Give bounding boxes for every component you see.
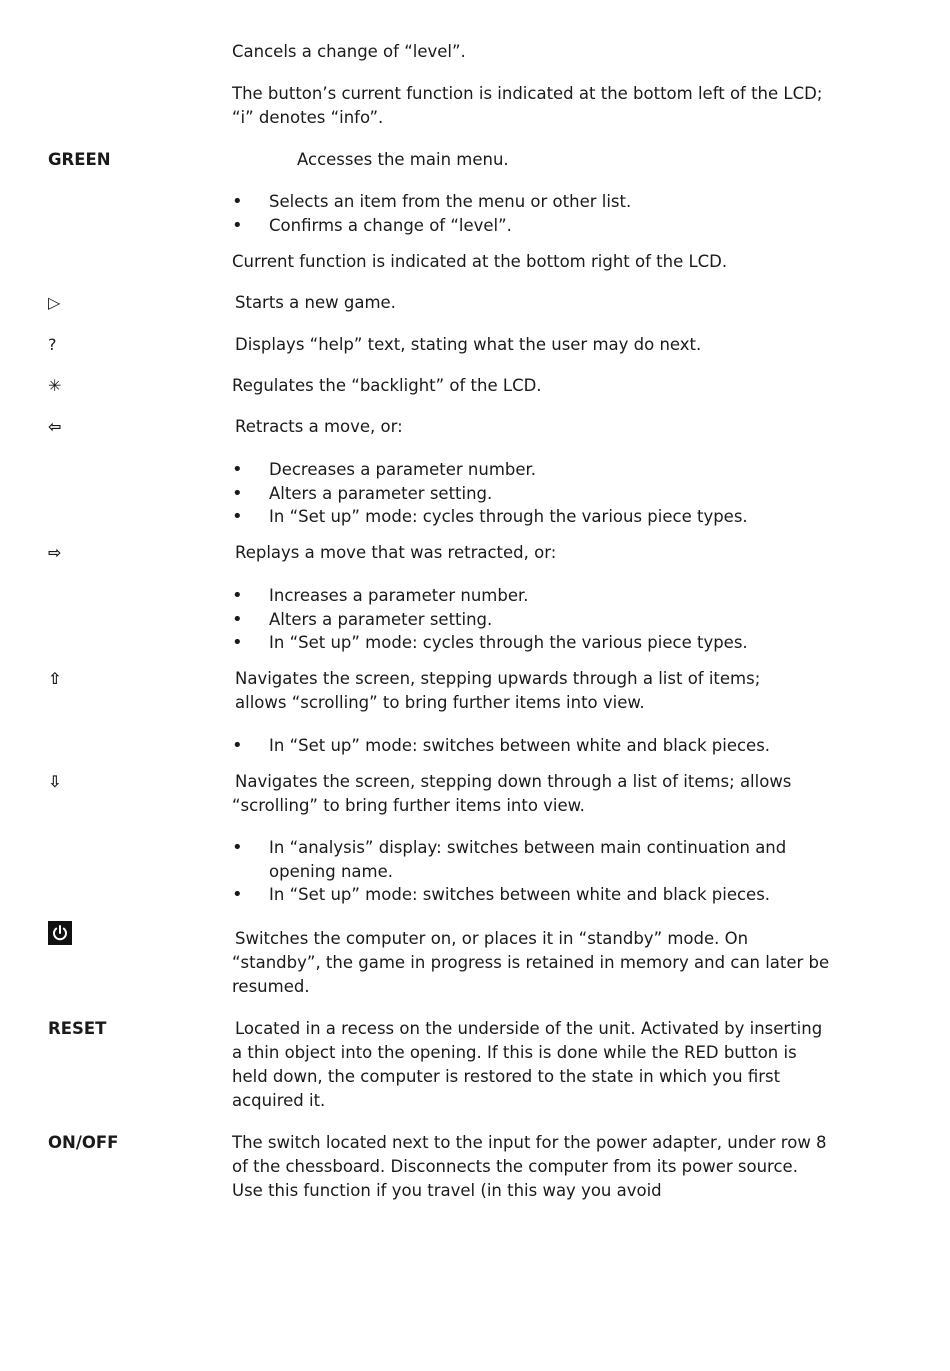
back-description: Retracts a move, or: xyxy=(235,417,403,436)
backlight-icon: ✳ xyxy=(48,376,62,395)
arrow-left-icon: ⇦ xyxy=(48,417,62,436)
backlight-description: Regulates the “backlight” of the LCD. xyxy=(232,376,542,395)
forward-description: Replays a move that was retracted, or: xyxy=(235,543,557,562)
help-icon: ? xyxy=(48,335,57,354)
up-description-line1: Navigates the screen, stepping upwards through a list of items; xyxy=(235,669,761,688)
help-description: Displays “help” text, stating what the user may do next. xyxy=(235,335,702,354)
list-item: • In “Set up” mode: switches between white and black pieces. xyxy=(232,883,832,907)
key-onoff-label: ON/OFF xyxy=(48,1133,119,1152)
list-item: • Confirms a change of “level”. xyxy=(232,214,832,238)
power-icon xyxy=(48,921,72,945)
list-item: • In “Set up” mode: switches between white and black pieces. xyxy=(232,734,832,758)
down-description: Navigates the screen, stepping down through a list of items; allows “scrolling” to bring further items into view. xyxy=(232,772,792,815)
reset-description: Located in a recess on the underside of the unit. Activated by inserting a thin object into the opening. If this is done while the RED button is held down, the computer is restored to the state in which you first acquired it. xyxy=(232,1019,823,1110)
power-description: Switches the computer on, or places it in “standby” mode. On “standby”, the game in progress is retained in memory and can later be resumed. xyxy=(232,929,830,996)
arrow-right-icon: ⇨ xyxy=(48,543,62,562)
list-item: • In “Set up” mode: cycles through the various piece types. xyxy=(232,505,832,529)
list-item: • In “Set up” mode: cycles through the various piece types. xyxy=(232,631,832,655)
green-note: Current function is indicated at the bottom right of the LCD. xyxy=(232,252,728,271)
play-description: Starts a new game. xyxy=(235,293,396,312)
down-bullet-list xyxy=(232,836,832,907)
intro-line-function: The button’s current function is indicated at the bottom left of the LCD; “i” denotes “info”. xyxy=(232,84,823,127)
green-bullet-list xyxy=(232,190,832,237)
list-item: • Selects an item from the menu or other list. xyxy=(232,190,832,214)
intro-line-cancel: Cancels a change of “level”. xyxy=(232,42,466,61)
arrow-up-icon: ⇧ xyxy=(48,669,62,688)
key-reset-label: RESET xyxy=(48,1019,107,1038)
list-item: • Alters a parameter setting. xyxy=(232,608,832,632)
play-icon: ▷ xyxy=(48,293,61,312)
key-green-label: GREEN xyxy=(48,150,111,169)
back-bullet-list xyxy=(232,458,832,529)
up-description-line2: allows “scrolling” to bring further items into view. xyxy=(235,693,645,712)
list-item: • In “analysis” display: switches between main continuation and opening name. xyxy=(232,836,832,883)
onoff-description: The switch located next to the input for the power adapter, under row 8 of the chessboard. Disconnects the computer from its power source. Use this function if you travel (in this way you avoid xyxy=(232,1133,827,1200)
arrow-down-icon: ⇩ xyxy=(48,772,62,791)
list-item: • Decreases a parameter number. xyxy=(232,458,832,482)
up-bullet-list xyxy=(232,734,832,758)
list-item: • Alters a parameter setting. xyxy=(232,482,832,506)
green-description: Accesses the main menu. xyxy=(297,150,509,169)
forward-bullet-list xyxy=(232,584,832,655)
list-item: • Increases a parameter number. xyxy=(232,584,832,608)
